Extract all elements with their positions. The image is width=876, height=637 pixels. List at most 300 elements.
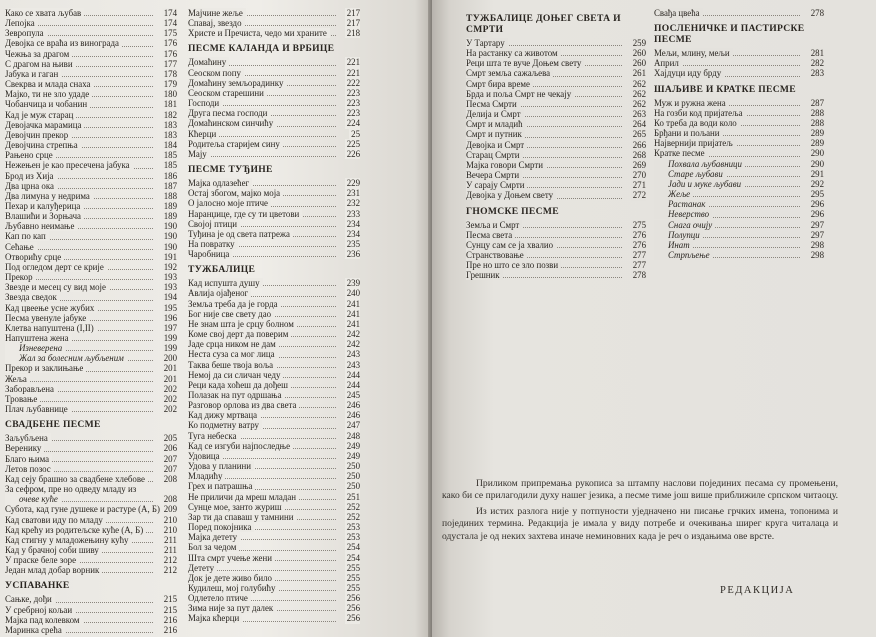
entry-page-number: 191 <box>163 251 177 262</box>
entry-page-number: 276 <box>632 229 646 240</box>
toc-entry <box>654 108 824 118</box>
entry-page-number: 199 <box>163 343 177 354</box>
entry-page-number: 226 <box>346 148 360 159</box>
entry-page-number: 241 <box>346 308 360 319</box>
entry-page-number: 176 <box>163 48 177 59</box>
entry-title: Полазак на пут одршања <box>188 390 285 400</box>
entry-title: Брод из Хија <box>5 171 57 181</box>
entry-title: Звезда сведок <box>5 292 60 302</box>
toc-entry <box>188 349 360 359</box>
entry-page-number: 276 <box>632 239 646 250</box>
entry-page-number: 264 <box>632 119 646 130</box>
toc-entry <box>5 252 177 262</box>
left-page-column-2 <box>188 8 360 624</box>
entry-title: Спавај, звездо <box>188 18 245 28</box>
entry-title: Кад се изгуби најпоследње <box>188 441 293 451</box>
toc-entry <box>466 150 646 160</box>
entry-title: О јалосно моје птиче <box>188 198 271 208</box>
entry-page-number: 291 <box>810 168 824 179</box>
entry-title: Напуштена жена <box>5 333 72 343</box>
entry-page-number: 256 <box>346 613 360 624</box>
entry-title: Остај збогом, мајко моја <box>188 188 283 198</box>
entry-title: У сребрној кољаи <box>5 605 75 615</box>
section-heading: УСПАВАНКЕ <box>5 580 70 592</box>
entry-page-number: 256 <box>346 593 360 604</box>
entry-page-number: 229 <box>346 178 360 189</box>
entry-title: Растанак <box>654 199 708 209</box>
entry-title: Одлетело птиче <box>188 593 251 603</box>
entry-page-number: 262 <box>632 98 646 109</box>
toc-entry <box>188 380 360 390</box>
toc-entry <box>188 329 360 339</box>
right-page-column-2 <box>654 8 824 260</box>
toc-entry <box>5 38 177 48</box>
entry-title: Полупци <box>654 230 703 240</box>
toc-entry <box>5 211 177 221</box>
entry-title: Младићу <box>188 471 225 481</box>
toc-entry <box>654 58 824 68</box>
entry-page-number: 270 <box>632 170 646 181</box>
entry-title: Земља и Смрт <box>466 220 522 230</box>
entry-page-number: 215 <box>163 594 177 605</box>
entry-page-number: 261 <box>632 68 646 79</box>
entry-page-number: 186 <box>163 170 177 181</box>
entry-title: Кад је муж старац <box>5 110 76 120</box>
entry-page-number: 245 <box>346 390 360 400</box>
entry-title: Таква беше твоја воља <box>188 360 276 370</box>
toc-entry <box>188 249 360 259</box>
entry-title: Сеоском попу <box>188 68 244 78</box>
toc-entry <box>5 433 177 443</box>
section-heading: ШАЉИВЕ И КРАТКЕ ПЕСМЕ <box>654 83 796 95</box>
toc-subentry <box>5 353 177 363</box>
entry-title: Кад испушта душу <box>188 278 263 288</box>
entry-title: Хајдуци иду брду <box>654 68 724 78</box>
entry-page-number: 207 <box>163 463 177 474</box>
toc-entry <box>466 129 646 139</box>
toc-subentry <box>654 250 824 260</box>
entry-page-number: 210 <box>163 514 177 525</box>
toc-entry <box>5 181 177 191</box>
toc-entry <box>5 8 177 18</box>
entry-title: Неста суза са мог лица <box>188 349 278 359</box>
toc-entry <box>466 240 646 250</box>
entry-title: Прекор и заклињање <box>5 363 86 373</box>
entry-title: Домаћину <box>188 57 229 67</box>
entry-page-number: 206 <box>163 443 177 454</box>
entry-title: Свекрва и млада снаха <box>5 79 94 89</box>
toc-entry <box>466 190 646 200</box>
entry-title: Ко подметну ватру <box>188 420 262 430</box>
entry-page-number: 236 <box>346 249 360 260</box>
entry-title: Грех и патрашња <box>188 481 255 491</box>
entry-page-number: 174 <box>163 18 177 29</box>
entry-page-number: 292 <box>810 178 824 189</box>
toc-entry <box>188 573 360 583</box>
toc-entry <box>188 370 360 380</box>
entry-title: Бог није све свету дао <box>188 309 274 319</box>
entry-page-number: 250 <box>346 471 360 482</box>
entry-page-number: 190 <box>163 241 177 252</box>
entry-title: Мељи, млину, мељи <box>654 48 733 58</box>
entry-title: Пре но што се зло позви <box>466 260 561 270</box>
entry-title: Мајко, ти не зло удаде <box>5 89 92 99</box>
toc-entry <box>188 319 360 329</box>
toc-entry <box>5 605 177 615</box>
entry-title: Инат <box>654 240 693 250</box>
toc-entry <box>188 410 360 420</box>
toc-entry <box>5 272 177 282</box>
toc-subentry <box>654 230 824 240</box>
entry-title: Кћерци <box>188 129 219 139</box>
entry-title: Највернији пријатељ <box>654 138 736 148</box>
toc-entry <box>5 394 177 404</box>
entry-page-number: 174 <box>163 8 177 18</box>
entry-page-number: 199 <box>163 333 177 343</box>
toc-entry <box>466 119 646 129</box>
toc-entry <box>5 120 177 130</box>
entry-page-number: 184 <box>163 140 177 151</box>
entry-title: Господи <box>188 98 222 108</box>
entry-page-number: 217 <box>346 18 360 29</box>
entry-title: Туга небеска <box>188 431 240 441</box>
entry-page-number: 177 <box>163 58 177 69</box>
toc-entry <box>5 565 177 575</box>
entry-page-number: 289 <box>810 138 824 149</box>
entry-title: Чобанчица и чобанин <box>5 99 90 109</box>
entry-title: Мајка кћерци <box>188 613 242 623</box>
entry-page-number: 221 <box>346 57 360 68</box>
toc-entry <box>5 242 177 252</box>
entry-page-number: 183 <box>163 129 177 140</box>
toc-entry <box>188 613 360 623</box>
toc-entry <box>188 441 360 451</box>
toc-entry <box>188 18 360 28</box>
entry-page-number: 233 <box>346 208 360 219</box>
entry-title: Авлија ојађеног <box>188 288 251 298</box>
entry-title: Под огледом дерт се крије <box>5 262 107 272</box>
toc-entry <box>188 461 360 471</box>
entry-page-number: 196 <box>163 312 177 323</box>
entry-title: Влашићи и Зорњача <box>5 211 84 221</box>
entry-page-number: 212 <box>163 555 177 566</box>
toc-entry <box>188 288 360 298</box>
entry-title: Грешник <box>466 270 503 280</box>
toc-entry <box>466 270 646 280</box>
entry-title: Девојчин прекор <box>5 130 71 140</box>
entry-page-number: 208 <box>163 494 177 505</box>
entry-title: Кратке песме <box>654 148 708 158</box>
entry-title: Жеље <box>654 189 693 199</box>
toc-entry <box>188 492 360 502</box>
entry-page-number: 232 <box>346 198 360 209</box>
toc-entry <box>188 108 360 118</box>
entry-page-number: 211 <box>164 534 177 545</box>
toc-entry <box>188 8 360 18</box>
entry-page-number: 212 <box>163 565 177 576</box>
entry-page-number: 231 <box>346 188 360 199</box>
toc-entry <box>654 68 824 78</box>
entry-page-number: 216 <box>163 624 177 635</box>
toc-entry <box>5 59 177 69</box>
entry-title: Кад сеју брашно за свадбене хлебове <box>5 474 148 484</box>
toc-entry <box>5 69 177 79</box>
entry-title: Брђани и пољани <box>654 128 723 138</box>
left-page <box>0 0 432 637</box>
editorial-note-paragraph-2: Из истих разлога није у потпуности уједначено ни писање грчких имена, топонима и појединих термина. Редакција је имала у виду потребе и очекивања ширег круга читалаца и одустала је од неких захтева иначе неминовних када је реч о издањима ове врсте. <box>442 505 838 542</box>
entry-page-number: 260 <box>632 58 646 69</box>
toc-entry <box>5 28 177 38</box>
toc-entry <box>188 563 360 573</box>
entry-title: У праске беле зоре <box>5 555 79 565</box>
entry-page-number: 249 <box>346 450 360 461</box>
toc-entry <box>188 129 360 139</box>
entry-page-number: 181 <box>163 99 177 110</box>
entry-page-number: 241 <box>346 318 360 329</box>
entry-title: Кад дижу мртваца <box>188 410 260 420</box>
entry-page-number: 246 <box>346 400 360 411</box>
toc-entry <box>654 118 824 128</box>
entry-page-number: 202 <box>163 383 177 394</box>
entry-title: Својој птици <box>188 219 240 229</box>
toc-entry <box>5 160 177 170</box>
entry-page-number: 277 <box>632 260 646 271</box>
entry-page-number: 275 <box>632 219 646 230</box>
entry-page-number: 251 <box>346 491 360 502</box>
editorial-signature: РЕДАКЦИЈА <box>720 585 795 596</box>
entry-title: очеве куће <box>5 494 61 504</box>
toc-entry <box>5 545 177 555</box>
section-heading: ТУЖБАЛИЦЕ <box>188 264 256 276</box>
entry-title: Сунцу сам се ја хвалио <box>466 240 556 250</box>
entry-title: Жал за болесним љубљеним <box>5 353 127 363</box>
entry-page-number: 222 <box>346 77 360 88</box>
toc-entry <box>188 299 360 309</box>
entry-page-number: 253 <box>346 522 360 533</box>
entry-page-number: 259 <box>632 38 646 48</box>
entry-page-number: 272 <box>632 190 646 201</box>
toc-entry <box>466 68 646 78</box>
entry-page-number: 247 <box>346 420 360 431</box>
entry-page-number: 244 <box>346 369 360 380</box>
entry-title: Плач љубавнице <box>5 404 71 414</box>
entry-page-number: 234 <box>346 228 360 239</box>
entry-page-number: 288 <box>810 107 824 118</box>
entry-title: Мајчине жеље <box>188 8 246 18</box>
entry-title: Друга песма господи <box>188 108 270 118</box>
entry-title: Заљубљена <box>5 433 51 443</box>
entry-page-number: 250 <box>346 481 360 492</box>
entry-title: За сефром, пре но одведу младу из <box>5 484 139 494</box>
toc-entry <box>188 593 360 603</box>
toc-entry <box>5 374 177 384</box>
entry-page-number: 254 <box>346 552 360 563</box>
entry-page-number: 298 <box>810 249 824 260</box>
entry-title: Нежењен је као пресечена јабука <box>5 160 133 170</box>
entry-title: Делија и Смрт <box>466 109 524 119</box>
toc-entry <box>654 148 824 158</box>
entry-page-number: 265 <box>632 129 646 140</box>
entry-title: Два црна ока <box>5 181 57 191</box>
entry-page-number: 289 <box>810 128 824 139</box>
toc-entry <box>5 404 177 414</box>
entry-page-number: 255 <box>346 582 360 593</box>
entry-page-number: 208 <box>163 473 177 484</box>
toc-entry <box>188 431 360 441</box>
toc-entry <box>188 400 360 410</box>
entry-title: Девојка се враћа из винограда <box>5 38 122 48</box>
entry-title: Чаробница <box>188 249 232 259</box>
toc-entry <box>188 553 360 563</box>
toc-entry <box>5 625 177 635</box>
entry-page-number: 185 <box>163 150 177 161</box>
entry-page-number: 190 <box>163 231 177 242</box>
toc-subentry <box>654 169 824 179</box>
entry-title: Сећање <box>5 242 37 252</box>
toc-subentry <box>654 199 824 209</box>
entry-title: Веренику <box>5 443 44 453</box>
toc-entry <box>5 79 177 89</box>
toc-entry <box>5 474 177 484</box>
toc-entry <box>5 292 177 302</box>
entry-page-number: 221 <box>346 67 360 78</box>
entry-title: Кад сватови иду по младу <box>5 515 106 525</box>
entry-title: Похвала љубавници <box>654 159 745 169</box>
toc-entry <box>466 99 646 109</box>
toc-entry <box>5 150 177 160</box>
entry-title: Отворићу срце <box>5 252 64 262</box>
entry-page-number: 193 <box>163 272 177 283</box>
toc-entry <box>188 188 360 198</box>
toc-entry <box>466 79 646 89</box>
entry-page-number: 200 <box>163 353 177 364</box>
toc-entry <box>654 128 824 138</box>
toc-entry <box>5 615 177 625</box>
toc-entry <box>5 323 177 333</box>
entry-title: Сањке, дођи <box>5 594 55 604</box>
toc-entry <box>5 140 177 150</box>
entry-page-number: 178 <box>163 68 177 79</box>
toc-entry <box>654 138 824 148</box>
toc-entry <box>5 313 177 323</box>
entry-page-number: 241 <box>346 298 360 309</box>
entry-page-number: 255 <box>346 572 360 583</box>
entry-title: Странствовање <box>466 250 527 260</box>
toc-entry <box>188 583 360 593</box>
left-page-column-1 <box>5 8 177 635</box>
entry-title: У Тартару <box>466 38 508 48</box>
toc-entry <box>5 221 177 231</box>
toc-entry <box>466 38 646 48</box>
entry-page-number: 243 <box>346 349 360 360</box>
entry-page-number: 298 <box>810 239 824 250</box>
entry-title: Субота, кад гуне душеке и растуре (А, Б) <box>5 504 163 514</box>
entry-page-number: 278 <box>632 270 646 281</box>
entry-title: Тровање <box>5 394 40 404</box>
entry-page-number: 297 <box>810 229 824 240</box>
entry-title: Старац Смрти <box>466 150 523 160</box>
entry-title: Благо њима <box>5 454 52 464</box>
entry-title: Како се хвата љубав <box>5 8 84 18</box>
entry-page-number: 271 <box>632 180 646 191</box>
entry-page-number: 277 <box>632 249 646 260</box>
entry-page-number: 252 <box>346 511 360 522</box>
entry-page-number: 183 <box>163 119 177 130</box>
dot-leader <box>188 156 336 157</box>
toc-entry <box>5 303 177 313</box>
toc-entry <box>5 555 177 565</box>
entry-page-number: 283 <box>810 68 824 79</box>
entry-title: Девојачка марамица <box>5 120 84 130</box>
entry-title: Родитеља старијем сину <box>188 139 283 149</box>
entry-page-number: 287 <box>810 97 824 108</box>
toc-entry <box>5 504 177 514</box>
entry-page-number: 266 <box>632 139 646 150</box>
entry-page-number: 262 <box>632 88 646 99</box>
entry-title: Прекор <box>5 272 36 282</box>
toc-entry <box>5 89 177 99</box>
entry-title: Брда и поља Смрт не чекају <box>466 89 574 99</box>
entry-title: Чежња за драгом <box>5 49 72 59</box>
entry-title: Зима није за пут далек <box>188 603 276 613</box>
entry-page-number: 242 <box>346 339 360 350</box>
entry-page-number: 278 <box>810 8 824 18</box>
toc-entry <box>5 49 177 59</box>
entry-page-number: 187 <box>163 180 177 191</box>
entry-title: Реци када хоћеш да дођеш <box>188 380 291 390</box>
toc-entry <box>5 594 177 604</box>
entry-title: Песма Смрти <box>466 99 520 109</box>
entry-title: Мајка одлазећег <box>188 178 252 188</box>
entry-title: Удовица <box>188 451 223 461</box>
entry-page-number: 223 <box>346 108 360 119</box>
toc-entry <box>466 140 646 150</box>
entry-page-number: 250 <box>346 461 360 472</box>
entry-title: Мајка детету <box>188 532 240 542</box>
entry-page-number: 215 <box>163 604 177 615</box>
toc-entry <box>188 542 360 552</box>
entry-title: Зар ти да спаваш у тамнини <box>188 512 296 522</box>
entry-title: Љубавно неимање <box>5 221 77 231</box>
entry-page-number: 176 <box>163 38 177 49</box>
toc-entry <box>466 89 646 99</box>
toc-entry <box>188 471 360 481</box>
toc-entry <box>188 390 360 400</box>
toc-entry <box>466 48 646 58</box>
toc-entry <box>466 160 646 170</box>
entry-page-number: 192 <box>163 261 177 272</box>
entry-title: Смрт земља сажаљева <box>466 68 553 78</box>
entry-title: У сарају Смрти <box>466 180 527 190</box>
toc-entry <box>5 171 177 181</box>
entry-title: Наранџице, где су ти цветови <box>188 209 302 219</box>
toc-subentry <box>654 179 824 189</box>
entry-page-number: 296 <box>810 199 824 210</box>
toc-entry <box>466 180 646 190</box>
toc-entry <box>466 250 646 260</box>
toc-subentry <box>654 159 824 169</box>
entry-page-number: 256 <box>346 603 360 614</box>
toc-entry <box>188 139 360 149</box>
toc-entry <box>188 532 360 542</box>
entry-title: На повратку <box>188 239 238 249</box>
entry-title: Звезде и месец су вид моје <box>5 282 109 292</box>
entry-page-number: 180 <box>163 89 177 100</box>
entry-page-number: 262 <box>632 78 646 89</box>
toc-entry <box>188 420 360 430</box>
entry-page-number: 190 <box>163 221 177 232</box>
toc-entry <box>188 239 360 249</box>
